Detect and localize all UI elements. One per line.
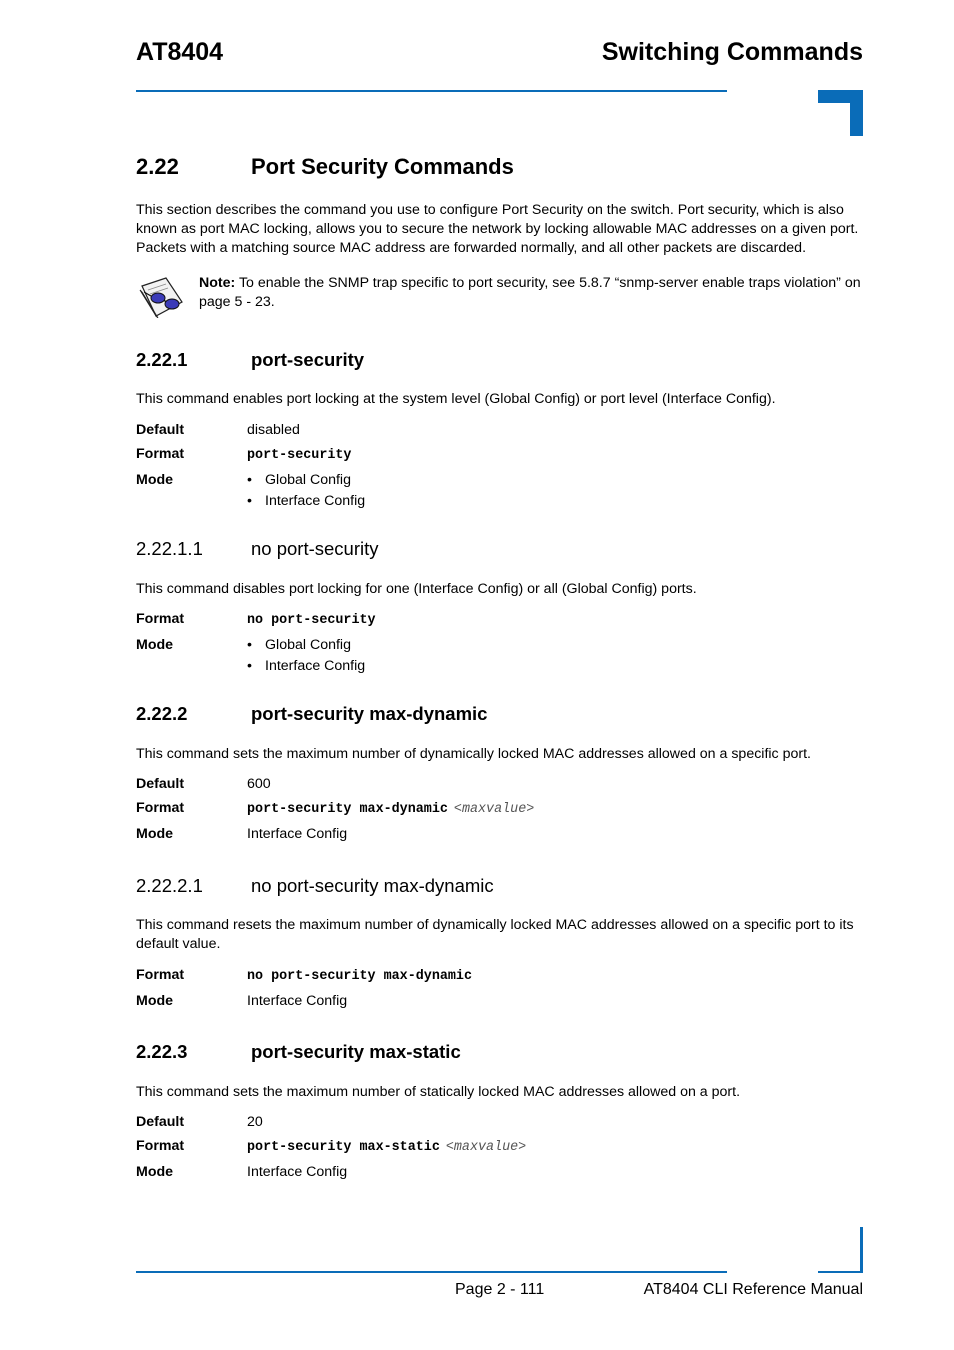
- subsection-number: 2.22.3: [136, 1041, 188, 1062]
- footer-corner-mark-base: [818, 1271, 863, 1273]
- format-row: [136, 1134, 526, 1160]
- subsection-title: port-security max-dynamic: [251, 703, 488, 724]
- command-properties-table: [136, 963, 472, 1013]
- page-number: Page 2 - 111: [455, 1281, 545, 1298]
- format-row: [136, 963, 472, 989]
- default-row: [136, 772, 534, 796]
- header-rule: [136, 90, 727, 92]
- mode-value: Interface Config: [247, 826, 348, 842]
- default-label: Default: [136, 1114, 185, 1130]
- subsubsection-description: This command resets the maximum number of dynamically locked MAC addresses allowed on a specific port to its default value.: [136, 917, 854, 952]
- subsubsection-title: no port-security: [251, 538, 379, 559]
- mode-row: [136, 822, 534, 846]
- default-value: disabled: [247, 422, 300, 438]
- mode-row: [136, 633, 376, 677]
- subsection-description: This command sets the maximum number of dynamically locked MAC addresses allowed on a specific port.: [136, 746, 811, 762]
- command-properties-table: [136, 607, 376, 677]
- format-row: [136, 796, 534, 822]
- format-variable: <maxvalue>: [453, 802, 535, 817]
- mode-item: • Interface Config: [247, 656, 376, 677]
- format-variable: <maxvalue>: [445, 1140, 527, 1155]
- format-command: port-security max-dynamic: [247, 802, 448, 817]
- subsubsection-description: This command disables port locking for one (Interface Config) or all (Global Config) ports.: [136, 581, 697, 597]
- default-label: Default: [136, 776, 185, 792]
- note-label: Note:: [199, 275, 236, 291]
- subsection-description: This command sets the maximum number of statically locked MAC addresses allowed on a port.: [136, 1084, 741, 1100]
- section-intro: This section describes the command you use to configure Port Security on the switch. Port security, which is also known as port MAC locking, allows you to secure the network by locking allowable MAC addresses on a given port. Packets with a matching source MAC address are forwarded normally, and all other packets are discarded.: [136, 202, 859, 256]
- manual-title: AT8404 CLI Reference Manual: [643, 1281, 863, 1298]
- note-body: To enable the SNMP trap specific to port security, see 5.8.7 “snmp-server enable traps violation” on page 5 - 23.: [199, 275, 861, 310]
- format-command: port-security: [247, 448, 352, 463]
- mode-item: • Interface Config: [247, 491, 365, 512]
- default-row: [136, 418, 365, 442]
- format-label: Format: [136, 446, 185, 462]
- mode-label: Mode: [136, 993, 174, 1009]
- mode-value: Interface Config: [247, 993, 348, 1009]
- mode-row: [136, 468, 365, 512]
- command-properties-table: [136, 772, 534, 846]
- subsubsection-heading-no-max-dynamic: [136, 875, 494, 897]
- note-glasses-icon: [136, 276, 184, 318]
- subsection-number: 2.22.2: [136, 703, 188, 724]
- mode-item: • Global Config: [247, 470, 365, 491]
- default-value: 600: [247, 776, 271, 792]
- subsection-description: This command enables port locking at the system level (Global Config) or port level (Interface Config).: [136, 391, 776, 407]
- subsubsection-number: 2.22.1.1: [136, 538, 203, 559]
- command-properties-table: [136, 1110, 526, 1184]
- format-label: Format: [136, 611, 185, 627]
- mode-row: [136, 1160, 526, 1184]
- format-label: Format: [136, 1138, 185, 1154]
- mode-item: • Global Config: [247, 635, 376, 656]
- default-label: Default: [136, 422, 185, 438]
- format-command: no port-security: [247, 613, 376, 628]
- format-command: port-security max-static: [247, 1140, 440, 1155]
- mode-value: Interface Config: [247, 1164, 348, 1180]
- subsubsection-title: no port-security max-dynamic: [251, 875, 494, 896]
- mode-list: [247, 470, 365, 512]
- section-title: Port Security Commands: [251, 154, 514, 179]
- header-corner-mark: [818, 90, 863, 136]
- format-label: Format: [136, 800, 185, 816]
- header-chapter-title: Switching Commands: [601, 38, 863, 66]
- mode-list: [247, 635, 376, 677]
- subsection-number: 2.22.1: [136, 349, 188, 370]
- mode-label: Mode: [136, 1164, 174, 1180]
- format-row: [136, 442, 365, 468]
- footer-corner-mark: [860, 1227, 863, 1273]
- subsection-heading-port-security: [136, 349, 364, 371]
- section-heading: [136, 154, 514, 180]
- mode-label: Mode: [136, 472, 174, 488]
- default-row: [136, 1110, 526, 1134]
- subsubsection-number: 2.22.2.1: [136, 875, 203, 896]
- mode-label: Mode: [136, 826, 174, 842]
- note-text: [199, 274, 864, 312]
- mode-label: Mode: [136, 637, 174, 653]
- subsection-title: port-security: [251, 349, 365, 370]
- subsection-title: port-security max-static: [251, 1041, 461, 1062]
- subsubsection-heading-no-port-security: [136, 538, 379, 560]
- header-product-title: AT8404: [136, 38, 224, 66]
- section-number: 2.22: [136, 154, 179, 179]
- footer-rule: [136, 1271, 727, 1273]
- subsection-heading-max-static: [136, 1041, 461, 1063]
- default-value: 20: [247, 1114, 263, 1130]
- command-properties-table: [136, 418, 365, 512]
- format-command: no port-security max-dynamic: [247, 969, 472, 984]
- mode-row: [136, 989, 472, 1013]
- subsection-heading-max-dynamic: [136, 703, 487, 725]
- format-row: [136, 607, 376, 633]
- format-label: Format: [136, 967, 185, 983]
